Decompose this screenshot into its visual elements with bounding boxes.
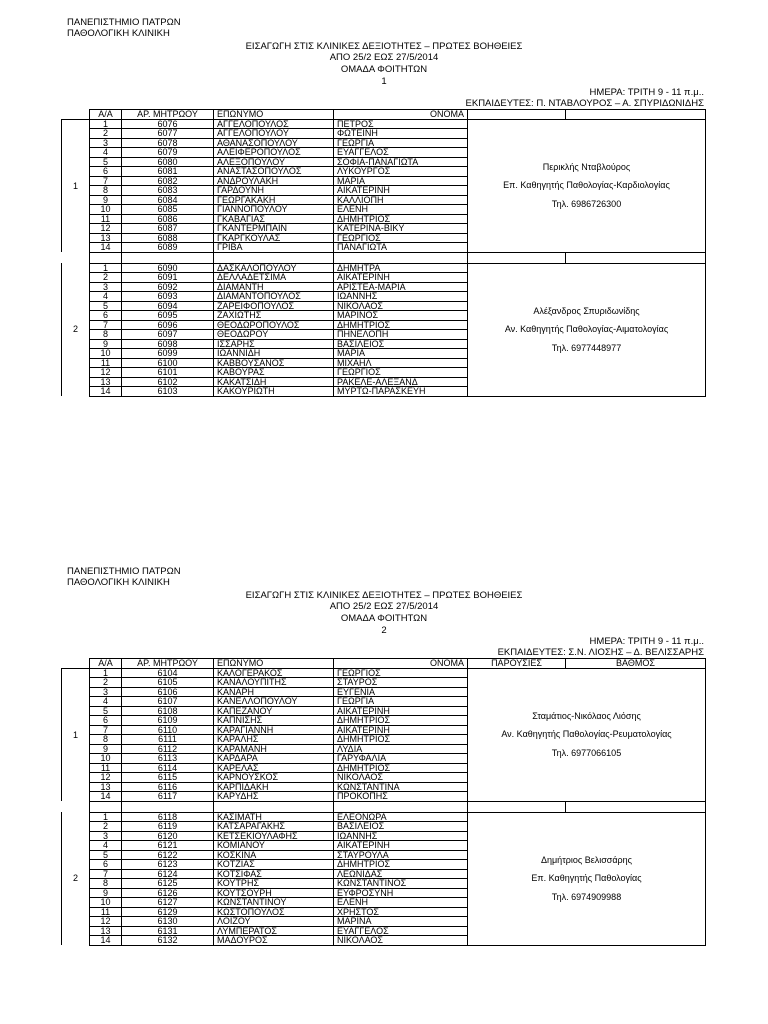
row-aa: 3	[90, 831, 122, 841]
row-am: 6085	[122, 205, 214, 215]
subgroup-label	[62, 812, 90, 945]
row-name: ΔΗΜΗΤΡΙΟΣ	[334, 716, 468, 726]
row-aa: 8	[90, 879, 122, 889]
row-name: ΜΑΡΙΝΑ	[334, 917, 468, 927]
row-surname: ΚΑΚΑΤΣΙΔΗ	[214, 377, 334, 387]
tutor-info	[468, 668, 706, 801]
row-aa: 5	[90, 301, 122, 311]
row-surname: ΙΩΑΝΝΙΔΗ	[214, 349, 334, 359]
row-surname: ΛΥΜΠΕΡΑΤΟΣ	[214, 926, 334, 936]
row-am: 6094	[122, 301, 214, 311]
row-am: 6104	[122, 668, 214, 678]
row-name: ΝΙΚΟΛΑΟΣ	[334, 301, 468, 311]
row-am: 6084	[122, 195, 214, 205]
row-aa: 9	[90, 339, 122, 349]
row-am: 6127	[122, 898, 214, 908]
row-aa: 13	[90, 782, 122, 792]
row-am: 6101	[122, 368, 214, 378]
header-am: ΑΡ. ΜΗΤΡΩΟΥ	[122, 110, 214, 120]
row-am: 6079	[122, 148, 214, 158]
row-surname: ΔΑΣΚΑΛΟΠΟΥΛΟΥ	[214, 263, 334, 273]
row-aa: 10	[90, 349, 122, 359]
row-am: 6111	[122, 735, 214, 745]
row-name: ΔΗΜΗΤΡΙΟΣ	[334, 214, 468, 224]
row-name: ΝΙΚΟΛΑΟΣ	[334, 936, 468, 946]
row-surname: ΚΟΣΚΙΝΑ	[214, 850, 334, 860]
roster-table	[61, 658, 706, 946]
course-title: ΕΙΣΑΓΩΓΗ ΣΤΙΣ ΚΛΙΝΙΚΕΣ ΔΕΞΙΟΤΗΤΕΣ – ΠΡΩΤΕΣ ΒΟΗΘΕΙΕΣ	[245, 41, 523, 52]
tutor-phone: Τηλ. 6974909988	[551, 891, 622, 902]
row-name: ΕΥΑΓΓΕΛΟΣ	[334, 148, 468, 158]
row-name: ΑΙΚΑΤΕΡΙΝΗ	[334, 706, 468, 716]
row-am: 6105	[122, 678, 214, 688]
row-surname: ΚΑΠΕΖΑΝΟΥ	[214, 706, 334, 716]
row-surname: ΑΝΑΣΤΑΣΟΠΟΥΛΟΣ	[214, 167, 334, 177]
subgroup-label	[62, 119, 90, 252]
row-aa: 12	[90, 773, 122, 783]
tutor-name: Αλέξανδρος Σπυριδωνίδης	[533, 305, 640, 316]
row-aa: 13	[90, 926, 122, 936]
row-aa: 14	[90, 243, 122, 253]
subgroup-number: 1	[72, 729, 78, 740]
row-surname: ΚΟΤΣΙΦΑΣ	[214, 869, 334, 879]
row-surname: ΚΑΚΟΥΡΙΩΤΗ	[214, 387, 334, 397]
clinic-name: ΠΑΘΟΛΟΓΙΚΗ ΚΛΙΝΙΚΗ	[67, 577, 170, 588]
row-name: ΒΑΣΙΛΕΙΟΣ	[334, 822, 468, 832]
row-am: 6110	[122, 725, 214, 735]
subgroup-number: 2	[72, 324, 78, 335]
row-am: 6093	[122, 292, 214, 302]
row-aa: 1	[90, 263, 122, 273]
course-period: ΑΠΟ 25/2 ΕΩΣ 27/5/2014	[329, 601, 439, 612]
spacer-row	[62, 252, 706, 263]
row-surname: ΛΟΙΖΟΥ	[214, 917, 334, 927]
row-am: 6077	[122, 129, 214, 139]
row-aa: 7	[90, 320, 122, 330]
row-name: ΧΡΗΣΤΟΣ	[334, 907, 468, 917]
row-am: 6080	[122, 157, 214, 167]
clinic-name: ΠΑΘΟΛΟΓΙΚΗ ΚΛΙΝΙΚΗ	[67, 28, 170, 39]
row-aa: 14	[90, 936, 122, 946]
tutor-info	[468, 263, 706, 396]
row-aa: 1	[90, 668, 122, 678]
row-name: ΕΛΕΝΗ	[334, 205, 468, 215]
header-row	[62, 659, 706, 669]
row-aa: 6	[90, 716, 122, 726]
row-surname: ΚΑΡΑΓΙΑΝΝΗ	[214, 725, 334, 735]
row-surname: ΚΑΒΟΥΡΑΣ	[214, 368, 334, 378]
row-name: ΠΗΝΕΛΟΠΗ	[334, 330, 468, 340]
row-name: ΕΛΕΟΝΩΡΑ	[334, 812, 468, 822]
row-surname: ΓΚΑΒΑΓΙΑΣ	[214, 214, 334, 224]
row-am: 6083	[122, 186, 214, 196]
row-am: 6121	[122, 841, 214, 851]
row-am: 6091	[122, 273, 214, 283]
row-name: ΓΕΩΡΓΙΑ	[334, 138, 468, 148]
row-surname: ΚΑΡΠΙΔΑΚΗ	[214, 782, 334, 792]
row-name: ΣΤΑΥΡΟΣ	[334, 678, 468, 688]
header-aa: Α/Α	[90, 110, 122, 120]
row-am: 6092	[122, 282, 214, 292]
row-aa: 9	[90, 744, 122, 754]
row-name: ΜΥΡΤΩ-ΠΑΡΑΣΚΕΥΗ	[334, 387, 468, 397]
row-surname: ΓΚΑΝΤΕΡΜΠΑΙΝ	[214, 224, 334, 234]
row-am: 6095	[122, 311, 214, 321]
course-title: ΕΙΣΑΓΩΓΗ ΣΤΙΣ ΚΛΙΝΙΚΕΣ ΔΕΞΙΟΤΗΤΕΣ – ΠΡΩΤΕΣ ΒΟΗΘΕΙΕΣ	[245, 590, 523, 601]
row-aa: 6	[90, 860, 122, 870]
row-am: 6123	[122, 860, 214, 870]
row-name: ΠΡΟΚΟΠΗΣ	[334, 792, 468, 802]
subgroup-number: 1	[72, 180, 78, 191]
row-am: 6081	[122, 167, 214, 177]
row-surname: ΓΕΩΡΓΑΚΑΚΗ	[214, 195, 334, 205]
header-presence: ΠΑΡΟΥΣΙΕΣ	[468, 659, 566, 669]
row-surname: ΑΘΑΝΑΣΟΠΟΥΛΟΥ	[214, 138, 334, 148]
row-aa: 4	[90, 292, 122, 302]
row-surname: ΖΑΡΕΙΦΟΠΟΥΛΟΣ	[214, 301, 334, 311]
row-surname: ΚΑΤΣΑΡΑΓΑΚΗΣ	[214, 822, 334, 832]
row-aa: 12	[90, 224, 122, 234]
row-aa: 6	[90, 311, 122, 321]
row-aa: 3	[90, 687, 122, 697]
row-surname: ΑΛΕΞΟΠΟΥΛΟΥ	[214, 157, 334, 167]
row-name: ΡΑΚΕΛΕ-ΑΛΕΞΑΝΔ	[334, 377, 468, 387]
row-aa: 8	[90, 735, 122, 745]
row-aa: 13	[90, 233, 122, 243]
row-am: 6126	[122, 888, 214, 898]
tutor-title: Αν. Καθηγητής Παθολογίας-Αιματολογίας	[504, 324, 669, 335]
row-name: ΔΗΜΗΤΡΙΟΣ	[334, 735, 468, 745]
row-surname: ΓΡΙΒΑ	[214, 243, 334, 253]
row-aa: 11	[90, 214, 122, 224]
row-am: 6130	[122, 917, 214, 927]
row-surname: ΚΕΤΣΕΚΙΟΥΛΑΦΗΣ	[214, 831, 334, 841]
row-am: 6107	[122, 697, 214, 707]
row-surname: ΚΑΝΑΡΗ	[214, 687, 334, 697]
tutor-phone: Τηλ. 6977448977	[551, 342, 622, 353]
row-name: ΔΗΜΗΤΡΑ	[334, 263, 468, 273]
row-name: ΑΙΚΑΤΕΡΙΝΗ	[334, 841, 468, 851]
row-aa: 3	[90, 138, 122, 148]
spacer-row	[62, 801, 706, 812]
row-name: ΚΑΛΛΙΟΠΗ	[334, 195, 468, 205]
header-surname: ΕΠΩΝΥΜΟ	[214, 659, 334, 669]
row-surname: ΚΑΠΝΙΣΗΣ	[214, 716, 334, 726]
row-aa: 5	[90, 157, 122, 167]
header-row	[62, 110, 706, 120]
university-name: ΠΑΝΕΠΙΣΤΗΜΙΟ ΠΑΤΡΩΝ	[67, 566, 181, 577]
row-name: ΕΛΕΝΗ	[334, 898, 468, 908]
row-am: 6090	[122, 263, 214, 273]
row-aa: 11	[90, 358, 122, 368]
day-time: ΗΜΕΡΑ: ΤΡΙΤΗ 9 - 11 π.μ..	[589, 636, 704, 647]
row-aa: 7	[90, 176, 122, 186]
row-am: 6078	[122, 138, 214, 148]
row-am: 6082	[122, 176, 214, 186]
row-aa: 2	[90, 678, 122, 688]
row-am: 6122	[122, 850, 214, 860]
tutor-name: Δημήτριος Βελισσάρης	[540, 854, 632, 865]
row-am: 6117	[122, 792, 214, 802]
row-am: 6106	[122, 687, 214, 697]
row-surname: ΚΟΥΤΣΟΥΡΗ	[214, 888, 334, 898]
row-name: ΑΙΚΑΤΕΡΙΝΗ	[334, 273, 468, 283]
row-am: 6096	[122, 320, 214, 330]
row-name: ΑΡΙΣΤΕΑ-ΜΑΡΙΑ	[334, 282, 468, 292]
subgroup-label	[62, 263, 90, 396]
header-grade: ΒΑΘΜΟΣ	[566, 659, 706, 669]
row-surname: ΘΕΟΔΩΡΟΥ	[214, 330, 334, 340]
header-grade	[566, 110, 706, 120]
row-surname: ΚΟΥΤΡΗΣ	[214, 879, 334, 889]
row-am: 6088	[122, 233, 214, 243]
header-name: ΟΝΟΜΑ	[334, 659, 468, 669]
row-aa: 2	[90, 129, 122, 139]
row-aa: 8	[90, 330, 122, 340]
row-aa: 9	[90, 195, 122, 205]
row-am: 6120	[122, 831, 214, 841]
tutor-name: Σταμάτιος-Νικόλαος Λιόσης	[532, 710, 641, 721]
instructors: ΕΚΠΑΙΔΕΥΤΕΣ: Π. ΝΤΑΒΛΟΥΡΟΣ – Α. ΣΠΥΡΙΔΩΝΙΔΗΣ	[465, 98, 704, 109]
row-am: 6099	[122, 349, 214, 359]
row-am: 6108	[122, 706, 214, 716]
row-name: ΓΑΡΥΦΑΛΙΑ	[334, 754, 468, 764]
row-am: 6113	[122, 754, 214, 764]
row-name: ΜΑΡΙΑ	[334, 349, 468, 359]
group-number: 2	[381, 625, 387, 636]
tutor-title: Αν. Καθηγητής Παθολογίας-Ρευματολογίας	[501, 729, 672, 740]
row-surname: ΚΑΡΔΑΡΑ	[214, 754, 334, 764]
group-number: 1	[381, 76, 387, 87]
row-name: ΦΩΤΕΙΝΗ	[334, 129, 468, 139]
row-am: 6109	[122, 716, 214, 726]
row-aa: 6	[90, 167, 122, 177]
header-surname: ΕΠΩΝΥΜΟ	[214, 110, 334, 120]
row-name: ΒΑΣΙΛΕΙΟΣ	[334, 339, 468, 349]
tutor-info	[468, 812, 706, 945]
row-surname: ΓΙΑΝΝΟΠΟΥΛΟΥ	[214, 205, 334, 215]
row-am: 6097	[122, 330, 214, 340]
header-presence	[468, 110, 566, 120]
row-name: ΙΩΑΝΝΗΣ	[334, 831, 468, 841]
row-name: ΝΙΚΟΛΑΟΣ	[334, 773, 468, 783]
row-aa: 4	[90, 841, 122, 851]
row-surname: ΚΑΛΟΓΕΡΑΚΟΣ	[214, 668, 334, 678]
row-aa: 14	[90, 387, 122, 397]
row-aa: 3	[90, 282, 122, 292]
row-name: ΔΗΜΗΤΡΙΟΣ	[334, 860, 468, 870]
row-name: ΣΟΦΙΑ-ΠΑΝΑΓΙΩΤΑ	[334, 157, 468, 167]
row-surname: ΔΙΑΜΑΝΤΗ	[214, 282, 334, 292]
row-name: ΠΑΝΑΓΙΩΤΑ	[334, 243, 468, 253]
subgroup-number: 2	[72, 873, 78, 884]
row-am: 6087	[122, 224, 214, 234]
row-name: ΣΤΑΥΡΟΥΛΑ	[334, 850, 468, 860]
row-am: 6119	[122, 822, 214, 832]
roster-table	[61, 109, 706, 397]
row-aa: 8	[90, 186, 122, 196]
row-surname: ΘΕΟΔΩΡΟΠΟΥΛΟΣ	[214, 320, 334, 330]
row-surname: ΚΩΝΣΤΑΝΤΙΝΟΥ	[214, 898, 334, 908]
row-aa: 2	[90, 822, 122, 832]
group-label: ΟΜΑΔΑ ΦΟΙΤΗΤΩΝ	[340, 64, 428, 75]
row-aa: 9	[90, 888, 122, 898]
row-am: 6118	[122, 812, 214, 822]
row-aa: 11	[90, 763, 122, 773]
row-surname: ΚΟΜΙΑΝΟΥ	[214, 841, 334, 851]
row-aa: 11	[90, 907, 122, 917]
row-surname: ΙΣΣΑΡΗΣ	[214, 339, 334, 349]
row-surname: ΓΑΡΔΟΥΝΗ	[214, 186, 334, 196]
row-surname: ΓΚΑΡΓΚΟΥΛΑΣ	[214, 233, 334, 243]
row-aa: 12	[90, 368, 122, 378]
row-aa: 5	[90, 850, 122, 860]
row-name: ΛΕΩΝΙΔΑΣ	[334, 869, 468, 879]
row-name: ΓΕΩΡΓΙΟΣ	[334, 368, 468, 378]
header-am: ΑΡ. ΜΗΤΡΩΟΥ	[122, 659, 214, 669]
header-name: ΟΝΟΜΑ	[334, 110, 468, 120]
row-aa: 4	[90, 148, 122, 158]
row-aa: 4	[90, 697, 122, 707]
row-am: 6089	[122, 243, 214, 253]
row-am: 6112	[122, 744, 214, 754]
row-surname: ΑΝΔΡΟΥΛΑΚΗ	[214, 176, 334, 186]
row-name: ΕΥΑΓΓΕΛΟΣ	[334, 926, 468, 936]
row-name: ΑΙΚΑΤΕΡΙΝΗ	[334, 186, 468, 196]
row-surname: ΚΑΡΑΛΗΣ	[214, 735, 334, 745]
row-surname: ΚΑΡΕΛΑΣ	[214, 763, 334, 773]
row-name: ΚΩΝΣΤΑΝΤΙΝΑ	[334, 782, 468, 792]
tutor-phone: Τηλ. 6986726300	[551, 198, 622, 209]
tutor-name: Περικλής Νταβλούρος	[542, 161, 631, 172]
row-am: 6116	[122, 782, 214, 792]
row-am: 6115	[122, 773, 214, 783]
row-surname: ΚΑΣΙΜΑΤΗ	[214, 812, 334, 822]
row-surname: ΚΟΤΖΙΑΣ	[214, 860, 334, 870]
row-am: 6132	[122, 936, 214, 946]
row-aa: 14	[90, 792, 122, 802]
row-am: 6100	[122, 358, 214, 368]
row-aa: 10	[90, 205, 122, 215]
row-am: 6076	[122, 119, 214, 129]
row-aa: 10	[90, 898, 122, 908]
row-surname: ΚΑΡΥΔΗΣ	[214, 792, 334, 802]
row-am: 6114	[122, 763, 214, 773]
row-name: ΓΕΩΡΓΙΑ	[334, 697, 468, 707]
subgroup-label	[62, 668, 90, 801]
row-am: 6129	[122, 907, 214, 917]
row-surname: ΚΑΡΑΜΑΝΗ	[214, 744, 334, 754]
row-surname: ΚΑΡΝΟΥΣΚΟΣ	[214, 773, 334, 783]
row-aa: 10	[90, 754, 122, 764]
row-aa: 5	[90, 706, 122, 716]
row-name: ΕΥΓΕΝΙΑ	[334, 687, 468, 697]
row-aa: 12	[90, 917, 122, 927]
row-aa: 13	[90, 377, 122, 387]
row-aa: 7	[90, 725, 122, 735]
row-name: ΛΥΔΙΑ	[334, 744, 468, 754]
row-surname: ΚΑΒΒΟΥΣΑΝΟΣ	[214, 358, 334, 368]
row-surname: ΚΑΝΕΛΛΟΠΟΥΛΟΥ	[214, 697, 334, 707]
row-name: ΙΩΑΝΝΗΣ	[334, 292, 468, 302]
row-aa: 1	[90, 812, 122, 822]
row-name: ΔΗΜΗΤΡΙΟΣ	[334, 763, 468, 773]
row-am: 6103	[122, 387, 214, 397]
row-surname: ΑΓΓΕΛΟΠΟΥΛΟΣ	[214, 119, 334, 129]
header-aa: Α/Α	[90, 659, 122, 669]
group-label: ΟΜΑΔΑ ΦΟΙΤΗΤΩΝ	[340, 613, 428, 624]
row-name: ΚΩΝΣΤΑΝΤΙΝΟΣ	[334, 879, 468, 889]
row-surname: ΚΑΝΑΛΟΥΠΙΤΗΣ	[214, 678, 334, 688]
row-aa: 7	[90, 869, 122, 879]
day-time: ΗΜΕΡΑ: ΤΡΙΤΗ 9 - 11 π.μ..	[589, 87, 704, 98]
row-name: ΔΗΜΗΤΡΙΟΣ	[334, 320, 468, 330]
row-name: ΓΕΩΡΓΙΟΣ	[334, 233, 468, 243]
tutor-title: Επ. Καθηγητής Παθολογίας	[531, 873, 642, 884]
row-name: ΓΕΩΡΓΙΟΣ	[334, 668, 468, 678]
row-name: ΜΑΡΙΝΟΣ	[334, 311, 468, 321]
row-name: ΜΑΡΙΑ	[334, 176, 468, 186]
row-name: ΑΙΚΑΤΕΡΙΝΗ	[334, 725, 468, 735]
row-am: 6125	[122, 879, 214, 889]
row-surname: ΑΛΕΙΦΕΡΟΠΟΥΛΟΣ	[214, 148, 334, 158]
instructors: ΕΚΠΑΙΔΕΥΤΕΣ: Σ.Ν. ΛΙΟΣΗΣ – Δ. ΒΕΛΙΣΣΑΡΗΣ	[497, 647, 704, 658]
row-surname: ΜΑΔΟΥΡΟΣ	[214, 936, 334, 946]
row-surname: ΖΑΧΙΩΤΗΣ	[214, 311, 334, 321]
table-row	[62, 812, 706, 822]
row-name: ΛΥΚΟΥΡΓΟΣ	[334, 167, 468, 177]
row-name: ΜΙΧΑΗΛ	[334, 358, 468, 368]
row-name: ΕΥΦΡΟΣΥΝΗ	[334, 888, 468, 898]
tutor-title: Επ. Καθηγητής Παθολογίας-Καρδιολογίας	[503, 180, 670, 191]
table-row	[62, 119, 706, 129]
row-surname: ΑΓΓΕΛΟΠΟΥΛΟΥ	[214, 129, 334, 139]
course-period: ΑΠΟ 25/2 ΕΩΣ 27/5/2014	[329, 52, 439, 63]
row-surname: ΚΩΣΤΟΠΟΥΛΟΣ	[214, 907, 334, 917]
row-name: ΚΑΤΕΡΙΝΑ-ΒΙΚΥ	[334, 224, 468, 234]
row-am: 6102	[122, 377, 214, 387]
row-am: 6086	[122, 214, 214, 224]
row-am: 6131	[122, 926, 214, 936]
row-surname: ΔΙΑΜΑΝΤΟΠΟΥΛΟΣ	[214, 292, 334, 302]
table-row	[62, 668, 706, 678]
tutor-info	[468, 119, 706, 252]
row-name: ΠΕΤΡΟΣ	[334, 119, 468, 129]
row-aa: 1	[90, 119, 122, 129]
row-am: 6098	[122, 339, 214, 349]
row-aa: 2	[90, 273, 122, 283]
tutor-phone: Τηλ. 6977066105	[551, 747, 622, 758]
table-row	[62, 263, 706, 273]
row-am: 6124	[122, 869, 214, 879]
university-name: ΠΑΝΕΠΙΣΤΗΜΙΟ ΠΑΤΡΩΝ	[67, 17, 181, 28]
row-surname: ΔΕΛΛΑΔΕΤΣΙΜΑ	[214, 273, 334, 283]
